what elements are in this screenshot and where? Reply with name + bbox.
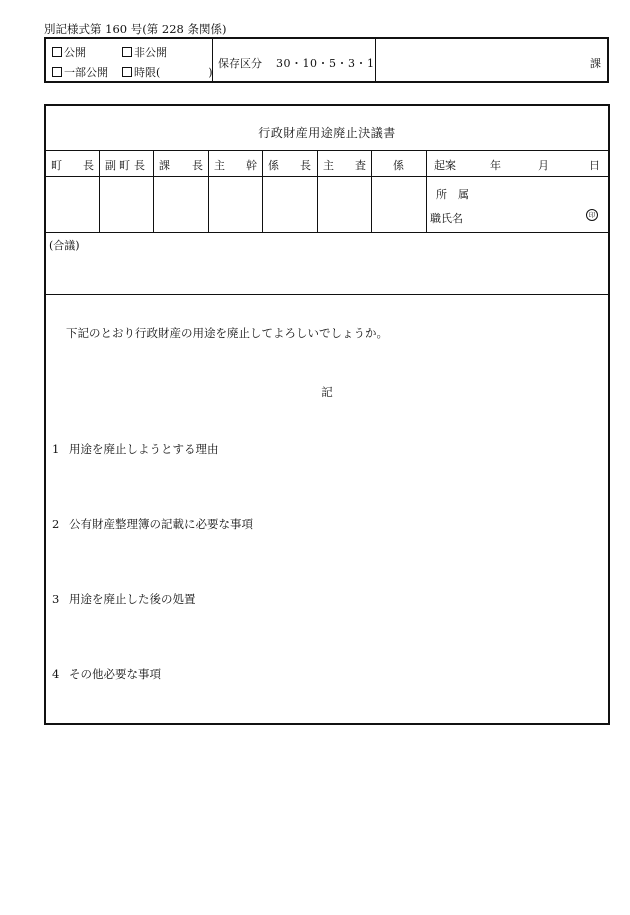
section-suffix: 課 xyxy=(590,57,601,70)
retention-label: 保存区分 xyxy=(218,57,262,70)
checkbox-private[interactable]: 非公開 xyxy=(122,44,167,60)
consultation-label: (合議) xyxy=(49,239,80,252)
role-staff: 係 xyxy=(393,159,404,172)
ki-heading: 記 xyxy=(321,385,333,399)
seal-mark: 印 xyxy=(586,209,598,221)
role-mayor: 町 長 xyxy=(51,159,94,172)
role-deputy-mayor: 副 町 長 xyxy=(105,159,145,172)
disclosure-box xyxy=(44,37,609,83)
affiliation-label: 所 属 xyxy=(436,188,469,201)
divider xyxy=(212,39,213,81)
draft-date: 起案 年 月 日 xyxy=(434,159,600,172)
retention-values: 30・10・5・3・1 xyxy=(276,57,375,70)
checkbox-public[interactable]: 公開 xyxy=(52,44,86,60)
resolution-form xyxy=(44,104,610,725)
checkbox-icon xyxy=(122,67,132,77)
list-item: 4 その他必要な事項 xyxy=(52,667,161,681)
form-number: 別記様式第 160 号(第 228 条関係) xyxy=(44,22,227,36)
divider xyxy=(46,294,608,295)
role-inspector: 主 査 xyxy=(323,159,366,172)
checkbox-temporary[interactable]: 時限( ) xyxy=(122,64,213,80)
role-chief-officer: 主 幹 xyxy=(214,159,257,172)
divider xyxy=(375,39,376,81)
name-label: 職氏名 xyxy=(430,212,463,225)
list-item: 1 用途を廃止しようとする理由 xyxy=(52,442,219,456)
checkbox-icon xyxy=(122,47,132,57)
request-text: 下記のとおり行政財産の用途を廃止してよろしいでしょうか。 xyxy=(66,326,388,340)
divider xyxy=(46,150,608,151)
list-item: 2 公有財産整理簿の記載に必要な事項 xyxy=(52,517,253,531)
divider xyxy=(46,176,608,177)
checkbox-icon xyxy=(52,67,62,77)
retention-class xyxy=(218,55,375,71)
checkbox-icon xyxy=(52,47,62,57)
role-unit-chief: 係 長 xyxy=(268,159,311,172)
list-item: 3 用途を廃止した後の処置 xyxy=(52,592,196,606)
role-section-chief: 課 長 xyxy=(159,159,203,172)
divider xyxy=(46,232,608,233)
divider xyxy=(426,150,427,232)
form-title: 行政財産用途廃止決議書 xyxy=(258,126,396,140)
checkbox-partial[interactable]: 一部公開 xyxy=(52,64,108,80)
